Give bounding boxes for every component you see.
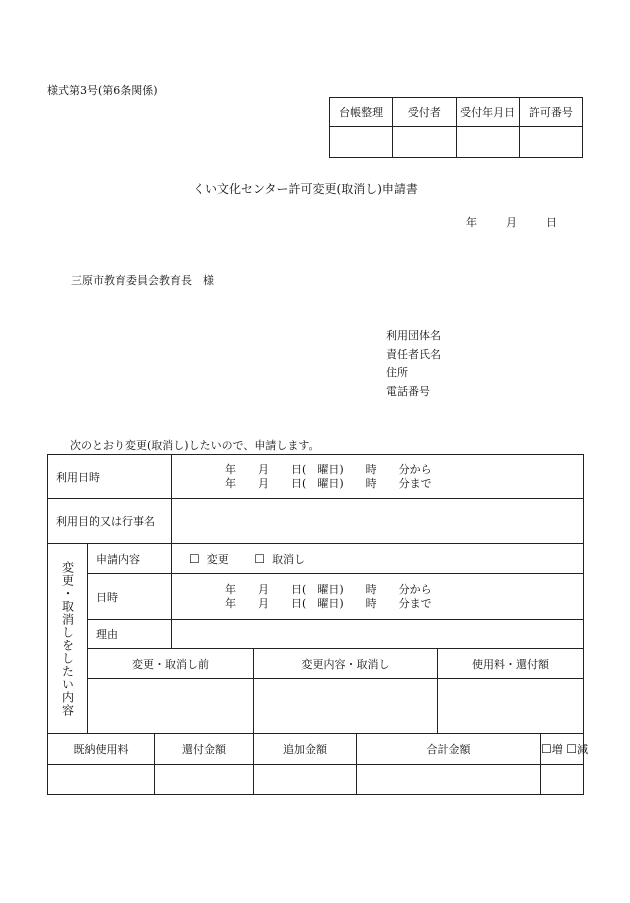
application-form-table	[47, 454, 589, 795]
document-title: くい文化センター許可変更(取消し)申請書	[193, 182, 418, 196]
paid-fee-label: 既納使用料	[48, 734, 155, 765]
total-field[interactable]	[357, 765, 541, 795]
office-header-receiver: 受付者	[393, 98, 456, 127]
purpose-label: 利用目的又は行事名	[48, 499, 172, 544]
office-cell-permit-number[interactable]	[519, 127, 582, 158]
office-header-permit-number: 許可番号	[519, 98, 582, 127]
option-cancel[interactable]	[232, 553, 305, 566]
increase-decrease-options	[541, 734, 589, 765]
office-header-receipt-date: 受付年月日	[456, 98, 519, 127]
checkbox-change-icon[interactable]: ☐	[189, 551, 200, 566]
office-header-ledger: 台帳整理	[330, 98, 393, 127]
fee-refund-field[interactable]	[438, 679, 584, 734]
before-label: 変更・取消し前	[88, 649, 254, 679]
applicant-phone-label: 電話番号	[386, 385, 430, 398]
increase-label: 増	[551, 743, 563, 756]
refund-field[interactable]	[155, 765, 254, 795]
request-options	[172, 544, 584, 574]
total-label: 合計金額	[357, 734, 541, 765]
checkbox-decrease-icon[interactable]: ☐	[566, 742, 578, 756]
option-change-label: 変更	[206, 552, 229, 566]
usage-datetime-label: 利用日時	[48, 455, 172, 499]
change-datetime-label: 日時	[88, 574, 172, 620]
before-field[interactable]	[88, 679, 254, 734]
after-label: 変更内容・取消し	[254, 649, 438, 679]
usage-datetime-to: 年 月 日( 曜日) 時 分まで	[225, 476, 432, 490]
date-month: 月	[506, 216, 517, 229]
reason-field[interactable]	[172, 620, 584, 649]
office-cell-receipt-date[interactable]	[456, 127, 519, 158]
additional-field[interactable]	[254, 765, 357, 795]
option-cancel-label: 取消し	[272, 552, 306, 566]
applicant-address-label: 住所	[386, 366, 408, 379]
option-change[interactable]	[172, 553, 232, 566]
checkbox-cancel-icon[interactable]: ☐	[254, 551, 266, 566]
form-code: 様式第3号(第6条関係)	[47, 84, 158, 97]
change-group-label: 変更・取消しをしたい内容	[60, 560, 75, 717]
usage-datetime-field[interactable]	[172, 455, 584, 499]
usage-datetime-from: 年 月 日( 曜日) 時 分から	[225, 462, 432, 476]
date-line	[466, 214, 557, 230]
refund-label: 還付金額	[155, 734, 254, 765]
change-datetime-field[interactable]	[172, 574, 584, 620]
purpose-field[interactable]	[172, 499, 584, 544]
applicant-org-label: 利用団体名	[386, 329, 441, 342]
additional-label: 追加金額	[254, 734, 357, 765]
request-label: 申請内容	[88, 544, 172, 574]
office-use-box	[329, 97, 583, 158]
applicant-person-label: 責任者氏名	[386, 348, 441, 361]
change-datetime-from: 年 月 日( 曜日) 時 分から	[225, 582, 432, 596]
checkbox-increase-icon[interactable]: ☐	[541, 742, 552, 756]
date-year: 年	[466, 216, 477, 229]
change-datetime-to: 年 月 日( 曜日) 時 分まで	[225, 596, 432, 610]
increase-decrease-field[interactable]	[541, 765, 584, 795]
paid-fee-field[interactable]	[48, 765, 155, 795]
reason-label: 理由	[88, 620, 172, 649]
fee-refund-label: 使用料・還付額	[438, 649, 584, 679]
date-day: 日	[546, 216, 557, 229]
office-cell-ledger[interactable]	[330, 127, 393, 158]
office-cell-receiver[interactable]	[393, 127, 456, 158]
decrease-label: 減	[577, 743, 589, 756]
change-group-cell	[48, 544, 88, 734]
after-field[interactable]	[254, 679, 438, 734]
addressee: 三原市教育委員会教育長 様	[71, 274, 214, 287]
intro-text: 次のとおり変更(取消し)したいので、申請します。	[70, 439, 320, 452]
